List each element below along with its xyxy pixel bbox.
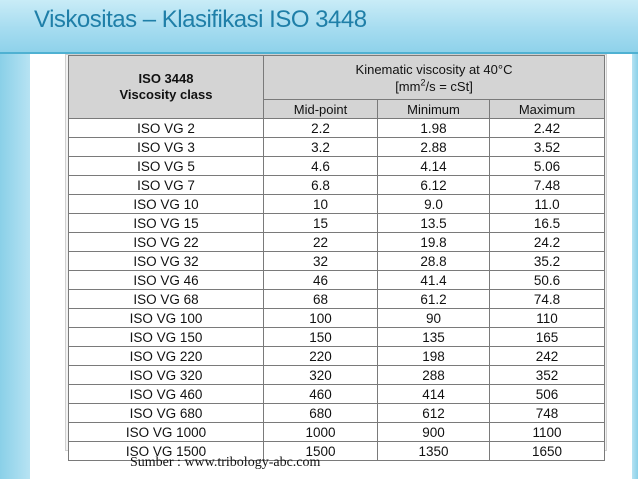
grade-cell: ISO VG 2 (69, 119, 264, 138)
maximum-cell: 50.6 (490, 271, 605, 290)
header-unit-post: /s = cSt] (425, 78, 473, 94)
grade-cell: ISO VG 460 (69, 385, 264, 404)
grade-cell: ISO VG 680 (69, 404, 264, 423)
table-row (69, 252, 605, 271)
minimum-cell: 6.12 (378, 176, 490, 195)
minimum-cell: 28.8 (378, 252, 490, 271)
midpoint-cell: 1000 (264, 423, 378, 442)
table-row (69, 423, 605, 442)
table-row (69, 385, 605, 404)
minimum-cell: 19.8 (378, 233, 490, 252)
midpoint-cell: 4.6 (264, 157, 378, 176)
header-class-line2: Viscosity class (119, 87, 213, 102)
midpoint-cell: 2.2 (264, 119, 378, 138)
maximum-cell: 1650 (490, 442, 605, 461)
maximum-cell: 748 (490, 404, 605, 423)
header-class-line1: ISO 3448 (138, 71, 194, 86)
midpoint-cell: 3.2 (264, 138, 378, 157)
minimum-cell: 612 (378, 404, 490, 423)
minimum-cell: 4.14 (378, 157, 490, 176)
table-row (69, 195, 605, 214)
table-row (69, 328, 605, 347)
minimum-cell: 1.98 (378, 119, 490, 138)
maximum-cell: 5.06 (490, 157, 605, 176)
maximum-cell: 2.42 (490, 119, 605, 138)
table-row (69, 290, 605, 309)
grade-cell: ISO VG 1500 (69, 442, 264, 461)
minimum-cell: 1350 (378, 442, 490, 461)
table-row (69, 347, 605, 366)
minimum-cell: 198 (378, 347, 490, 366)
table-row (69, 309, 605, 328)
header-unit-pre: [mm (395, 78, 421, 94)
maximum-cell: 3.52 (490, 138, 605, 157)
midpoint-cell: 320 (264, 366, 378, 385)
midpoint-cell: 220 (264, 347, 378, 366)
table-row (69, 404, 605, 423)
grade-cell: ISO VG 15 (69, 214, 264, 233)
maximum-cell: 11.0 (490, 195, 605, 214)
grade-cell: ISO VG 68 (69, 290, 264, 309)
midpoint-cell: 150 (264, 328, 378, 347)
grade-cell: ISO VG 7 (69, 176, 264, 195)
midpoint-cell: 46 (264, 271, 378, 290)
table-body (69, 119, 605, 461)
midpoint-cell: 32 (264, 252, 378, 271)
midpoint-cell: 100 (264, 309, 378, 328)
table-row (69, 138, 605, 157)
midpoint-cell: 6.8 (264, 176, 378, 195)
minimum-cell: 61.2 (378, 290, 490, 309)
maximum-cell: 1100 (490, 423, 605, 442)
grade-cell: ISO VG 10 (69, 195, 264, 214)
table-row (69, 271, 605, 290)
grade-cell: ISO VG 150 (69, 328, 264, 347)
maximum-cell: 74.8 (490, 290, 605, 309)
maximum-cell: 352 (490, 366, 605, 385)
table-row (69, 214, 605, 233)
table-row (69, 119, 605, 138)
midpoint-cell: 22 (264, 233, 378, 252)
midpoint-cell: 460 (264, 385, 378, 404)
viscosity-table (68, 55, 605, 461)
minimum-cell: 2.88 (378, 138, 490, 157)
grade-cell: ISO VG 22 (69, 233, 264, 252)
grade-cell: ISO VG 46 (69, 271, 264, 290)
table-row (69, 176, 605, 195)
midpoint-cell: 10 (264, 195, 378, 214)
midpoint-cell: 680 (264, 404, 378, 423)
grade-cell: ISO VG 1000 (69, 423, 264, 442)
maximum-cell: 35.2 (490, 252, 605, 271)
left-decoration-bar (0, 54, 30, 479)
minimum-cell: 900 (378, 423, 490, 442)
minimum-cell: 90 (378, 309, 490, 328)
grade-cell: ISO VG 320 (69, 366, 264, 385)
maximum-cell: 16.5 (490, 214, 605, 233)
grade-cell: ISO VG 3 (69, 138, 264, 157)
header-kinematic-viscosity (264, 56, 605, 100)
minimum-cell: 41.4 (378, 271, 490, 290)
right-decoration-bar (632, 54, 638, 479)
header-minimum: Minimum (378, 100, 490, 119)
header-group-line1: Kinematic viscosity at 40°C (355, 61, 513, 77)
grade-cell: ISO VG 5 (69, 157, 264, 176)
minimum-cell: 9.0 (378, 195, 490, 214)
table-row (69, 233, 605, 252)
midpoint-cell: 15 (264, 214, 378, 233)
minimum-cell: 288 (378, 366, 490, 385)
header-group-line2 (264, 78, 604, 95)
header-viscosity-class (69, 56, 264, 119)
maximum-cell: 7.48 (490, 176, 605, 195)
table-row (69, 157, 605, 176)
source-caption: Sumber : www.tribology-abc.com (130, 455, 321, 470)
header-midpoint: Mid-point (264, 100, 378, 119)
header-unit-sup: 2 (420, 77, 426, 88)
midpoint-cell: 68 (264, 290, 378, 309)
header-maximum: Maximum (490, 100, 605, 119)
minimum-cell: 135 (378, 328, 490, 347)
grade-cell: ISO VG 220 (69, 347, 264, 366)
minimum-cell: 13.5 (378, 214, 490, 233)
slide-title: Viskositas – Klasifikasi ISO 3448 (34, 6, 367, 33)
maximum-cell: 242 (490, 347, 605, 366)
table-row (69, 366, 605, 385)
grade-cell: ISO VG 32 (69, 252, 264, 271)
maximum-cell: 110 (490, 309, 605, 328)
maximum-cell: 506 (490, 385, 605, 404)
maximum-cell: 24.2 (490, 233, 605, 252)
grade-cell: ISO VG 100 (69, 309, 264, 328)
midpoint-cell: 1500 (264, 442, 378, 461)
minimum-cell: 414 (378, 385, 490, 404)
maximum-cell: 165 (490, 328, 605, 347)
